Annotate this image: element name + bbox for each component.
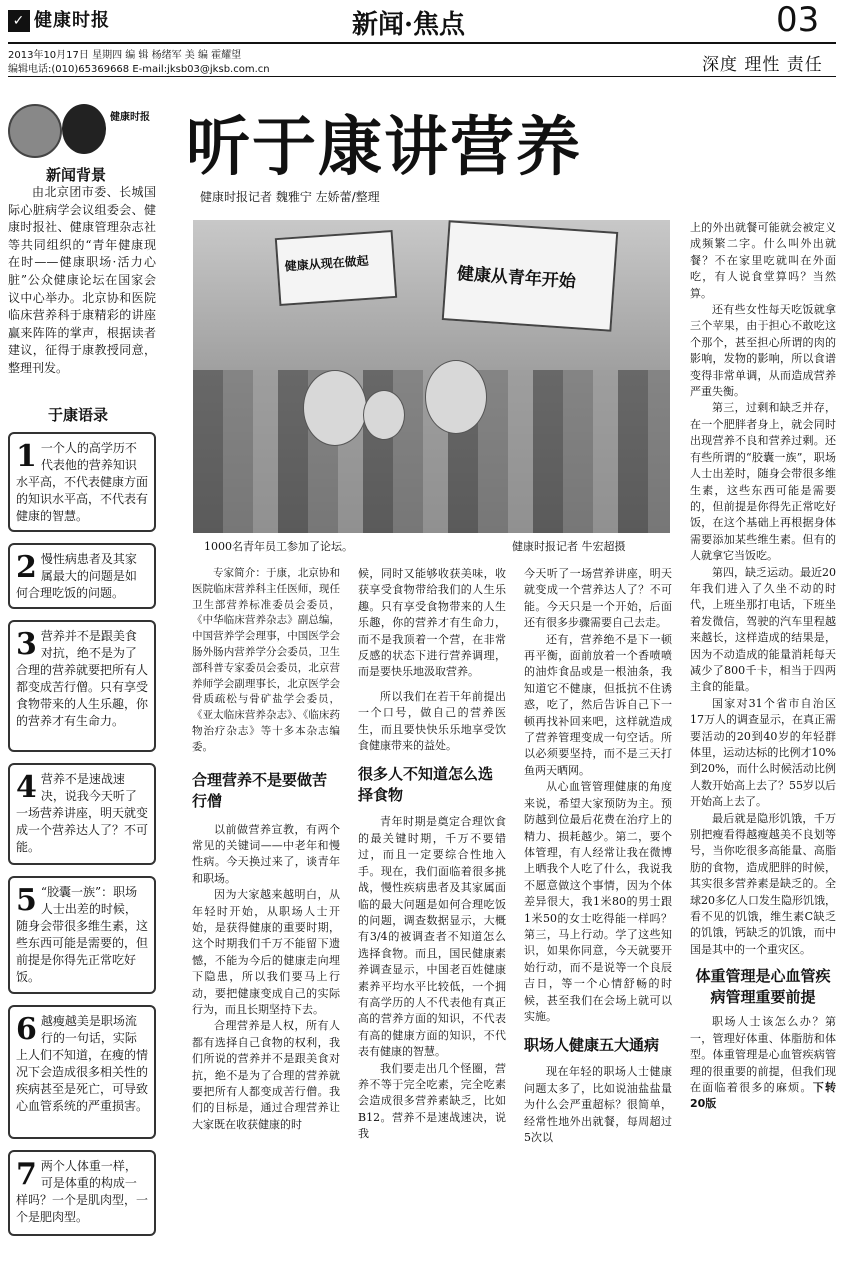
paragraph: 第四，缺乏运动。最近20年我们进入了久坐不动的时代，上班坐那打电话，下班坐着发微信，驾驶的汽车里程越来越长，这样造成的结果是，因为不动造成的能量消耗每天减少了800千卡，相当于四两主食的能量。 xyxy=(690,565,836,694)
photo-face xyxy=(303,370,367,446)
quote-number: 2 xyxy=(16,550,37,585)
article-column-4 xyxy=(690,220,836,1113)
sign-large: 健康从青年开始 xyxy=(442,220,619,332)
quote-text: 两个人体重一样，可是体重的构成一样吗？一个是肌肉型，一个是肥肉型。 xyxy=(16,1159,149,1224)
heart-logo-icon xyxy=(62,104,106,154)
paragraph: 候，同时又能够收获美味，收获享受食物带给我们的人生乐趣。只有享受食物带来的人生乐趣，你的营养才有生命力，而不是我顶着一个营，在非常反感的状态下进行营养调理，而是要快乐地汲取营养。 xyxy=(358,567,506,679)
continued-link[interactable]: 下转20版 xyxy=(690,1080,837,1111)
paragraph: 国家对31个省市自治区17万人的调查显示，在真正需要活动的20到40岁的年轻群体里，运动达标的比例才10%到20%，而什么时候活动比例人数开始高上去了？55岁以后开始高上去了。 xyxy=(690,696,836,809)
quote-box xyxy=(8,543,156,609)
photo-face xyxy=(425,360,487,434)
masthead-rule xyxy=(8,42,836,44)
subhead-1: 合理营养不是要做苦行僧 xyxy=(192,770,328,810)
newspaper-logo xyxy=(8,6,132,32)
quote-number: 7 xyxy=(16,1157,37,1192)
contact-line: 编辑电话:(010)65369668 E-mail:jksb03@jksb.com.cn xyxy=(8,64,270,75)
paragraph: 第三，过剩和缺乏并存，在一个肥胖者身上，就会同时出现营养不良和营养过剩。还有些所谓的“胶囊一族”，职场人士出差时，随身会带很多维生素，这些东西可能是需要的，但前提是你得先正常吃好饭，在这个基础上再根据身体需要添加某些维生素。但有的人就拿它当饭吃。 xyxy=(690,401,836,563)
paragraph: 上的外出就餐可能就会被定义成频繁二字。什么叫外出就餐？不在家里吃就叫在外面吃，有人说食堂算吗？当然算。 xyxy=(690,221,836,300)
paragraph: 最后就是隐形饥饿，千万别把瘦看得越瘦越美不良划等号，当你吃很多高能量、高脂肪的食物，造成肥胖的时候，其实很多营养素是缺乏的。全球20多亿人口发生隐形饥饿，看不见的饥饿，维生素C缺乏的饥饿，钙缺乏的饥饿，而中国是其中的一个重灾区。 xyxy=(690,811,836,956)
quotes-title: 于康语录 xyxy=(48,406,109,424)
paragraph: 还有，营养绝不是下一顿再平衡，面前放着一个香喷喷的油炸食品或是一根油条，我知道它不健康，但抵抗不住诱惑，吃了，然后告诉自己下一顿再找补回来吧，这样就造成了营养管理变成一句空话。所以必须要坚持，而不是三天打鱼两天晒网。 xyxy=(524,632,672,777)
expert-intro: 专家简介：于康，北京协和医院临床营养科主任医师，现任卫生部营养标准委员会委员，《中华临床营养杂志》副总编，中国营养学会理事，中国医学会肠外肠内营养学分会委员，卫生部科普专家委员会委员，北京营养师学会副理事长，北京医学会骨质疏松与骨矿盐学会委员，《亚太临床营养杂志》、《临床药物治疗杂志》等十多本杂志编委。 xyxy=(192,567,340,753)
background-text: 由北京团市委、长城国际心脏病学会议组委会、健康时报社、健康管理杂志社等共同组织的“青年健康现在时——健康职场·活力心脏”公众健康论坛在国家会议中心举办。北京协和医院临床营养科于康精彩的讲座赢来阵阵的掌声，根据读者建议，征得于康教授同意，整理刊发。 xyxy=(8,185,156,375)
slogan: 深度 理性 责任 xyxy=(702,55,823,75)
quote-box xyxy=(8,876,156,994)
paragraph xyxy=(690,1014,836,1112)
headline: 听于康讲营养 xyxy=(186,111,582,185)
paragraph: 合理营养是人权，所有人都有选择自己食物的权利，我们所说的营养并不是跟美食对抗，绝不是为了合理的营养就要把所有人都变成苦行僧。我们的目标是，通过合理营养让大家既在收获健康的时 xyxy=(192,1019,340,1131)
subhead-2: 很多人不知道怎么选择食物 xyxy=(358,765,494,805)
quote-number: 1 xyxy=(16,439,37,474)
article-column-1 xyxy=(192,566,340,1133)
quote-number: 5 xyxy=(16,883,37,918)
quote-number: 6 xyxy=(16,1012,37,1047)
paragraph: 今天听了一场营养讲座，明天就变成一个营养达人了？不可能。今天只是一个开始，后面还有很多步骤需要自己去走。 xyxy=(524,567,672,630)
paragraph-text: 职场人士该怎么办？第一，管理好体重、体脂肪和体型。体重管理是心血管疾病管理的很重要的前提，但我们现在面临着很多的麻烦。 xyxy=(690,1015,836,1094)
forum-seal-icon xyxy=(8,104,62,158)
paragraph: 从心血管管理健康的角度来说，希望大家预防为主。预防越到位最后花费在治疗上的精力、损耗越少。第二，要个体管理，有人经常让我在微博上晒我个人吃了什么，我说我不愿意做这个事情，因为个体差异很大，我1米80的男士跟1米50的女士吃得能一样吗？第三，马上行动。学了这些知识，如果你同意，今天就要开始行动，而不是说等一个良辰吉日，等一个心情舒畅的时候，甚至我们在会场上就可以实施。 xyxy=(524,780,672,1023)
quote-text: 慢性病患者及其家属最大的问题是如何合理吃饭的问题。 xyxy=(16,552,137,600)
quote-box xyxy=(8,1150,156,1236)
forum-photo xyxy=(193,220,670,533)
paragraph: 因为大家越来越明白，从年轻时开始，从职场人士开始，是获得健康的重要时期，这个时期我们千万不能留下遗憾，不能为今后的健康走向埋下隐患，所以我们要马上行动，要把健康变成自己的实际行为，而且长期坚持下去。 xyxy=(192,888,340,1017)
quote-number: 4 xyxy=(16,770,37,805)
quote-box xyxy=(8,432,156,532)
quote-text: 越瘦越美是职场流行的一句话，实际上人们不知道，在瘦的情况下会造成很多相关性的疾病甚至是死亡，可导致心血管系统的严重损害。 xyxy=(16,1014,149,1113)
subhead-3: 职场人健康五大通病 xyxy=(524,1036,660,1055)
sign-small: 健康从现在做起 xyxy=(275,230,397,306)
paragraph: 所以我们在若干年前提出一个口号，做自己的营养医生，而且要快快乐乐地享受饮食健康带来的益处。 xyxy=(358,689,506,753)
article-column-2 xyxy=(358,566,506,1143)
quote-box xyxy=(8,1005,156,1139)
paragraph: 青年时期是奠定合理饮食的最关键时期，千万不要错过，而且一定要综合性地入手。现在，我们面临着很多挑战，慢性疾病患者及其家属面临的最大问题是如何合理吃饭的问题，调查数据显示，大概有3/4的被调查者不知道怎么选择食物。而且，国民健康素养调查显示，中国老百姓健康素养平均水平比较低，一个拥有高学历的人不代表他有真正高的营养方面的知识，不代表有高的健康方面的知识，不代表有健康的智慧。 xyxy=(358,815,506,1059)
paragraph: 还有些女性每天吃饭就拿三个苹果，由于担心不敢吃这个那个，甚至担心所谓的肉的影响，发物的影响，所以食谱变得非常单调，从而造成营养严重失衡。 xyxy=(690,303,836,399)
quote-text: “胶囊一族”：职场人士出差的时候，随身会带很多维生素，这些东西可能是需要的，但前提是你得先正常吃好饭。 xyxy=(16,885,149,984)
photo-face xyxy=(363,390,405,440)
photo-caption: 1000名青年员工参加了论坛。 xyxy=(204,540,353,553)
subhead-4: 体重管理是心血管疾病管理重要前提 xyxy=(695,967,831,1007)
masthead-rule-bottom xyxy=(8,76,836,77)
date-line: 2013年10月17日 星期四 编 辑 杨绪军 美 编 霍耀望 xyxy=(8,50,242,61)
quote-text: 一个人的高学历不代表他的营养知识水平高，不代表健康方面的知识水平高，不代表有健康的智慧。 xyxy=(16,441,149,523)
photo-credit: 健康时报记者 牛宏超摄 xyxy=(512,540,626,553)
quote-box xyxy=(8,763,156,865)
sidebar-logo-text: 健康时报 xyxy=(110,112,150,123)
logo-text: 健康时报 xyxy=(34,10,110,31)
background-title: 新闻背景 xyxy=(46,166,107,184)
quote-box xyxy=(8,620,156,752)
section-title: 新闻·焦点 xyxy=(352,10,466,40)
quote-text: 营养并不是跟美食对抗，绝不是为了合理的营养就要把所有人都变成苦行僧。只有享受食物带来的人生乐趣，你的营养才有生命力。 xyxy=(16,629,149,728)
paragraph: 我们要走出几个怪圈，营养不等于完全吃素，完全吃素会造成很多营养素缺乏，比如B12。营养不是速战速决，说我 xyxy=(358,1061,506,1141)
paragraph: 以前做营养宣教，有两个常见的关键词——中老年和慢性病。今天换过来了，谈青年和职场。 xyxy=(192,822,340,885)
article-column-3 xyxy=(524,566,672,1146)
paragraph: 现在年轻的职场人士健康问题太多了，比如说油盐盐量为什么会严重超标？很简单，经常性地外出就餐，每周超过5次以 xyxy=(524,1065,672,1144)
quote-number: 3 xyxy=(16,627,37,662)
logo-mark-icon: ✓ xyxy=(8,10,30,32)
quote-text: 营养不是速战速决，说我今天听了一场营养讲座，明天就变成一个营养达人了？不可能。 xyxy=(16,772,149,854)
byline: 健康时报记者 魏雅宁 左娇蕾/整理 xyxy=(200,190,380,204)
page-number: 03 xyxy=(776,0,820,40)
